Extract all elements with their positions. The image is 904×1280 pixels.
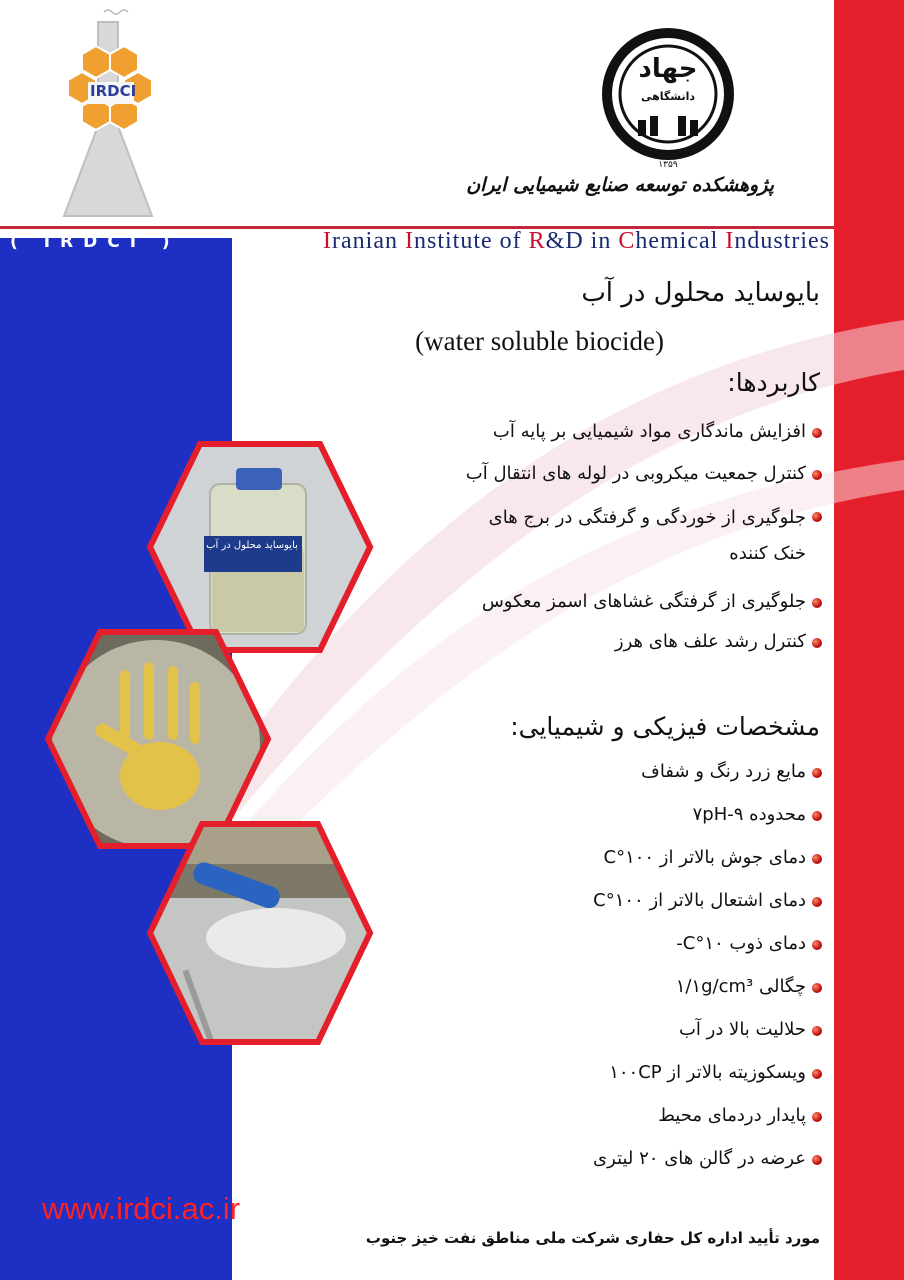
bullet-dot-icon xyxy=(812,983,822,993)
property-item: دمای جوش بالاتر از ۱۰۰°C xyxy=(546,842,806,874)
property-item: دمای اشتعال بالاتر از ۱۰۰°C xyxy=(546,885,806,917)
bullet-dot-icon xyxy=(812,512,822,522)
water-pump-photo xyxy=(146,818,374,1048)
application-item: جلوگیری از خوردگی و گرفتگی در برج های خنک کننده xyxy=(456,500,806,572)
property-item: چگالی ۱/۱g/cm³ xyxy=(546,971,806,1003)
application-item: کنترل جمعیت میکروبی در لوله های انتقال آب xyxy=(386,458,806,490)
institute-name-en-text: Iranian Institute of R&D in Chemical Industries xyxy=(323,228,830,254)
bullet-dot-icon xyxy=(812,811,822,821)
jahad-word: جهاد xyxy=(638,54,698,84)
property-item: دمای ذوب ۱۰°C- xyxy=(546,928,806,960)
irdci-logo xyxy=(52,6,162,220)
bullet-dot-icon xyxy=(812,428,822,438)
property-item: پایدار دردمای محیط xyxy=(546,1100,806,1132)
bullet-dot-icon xyxy=(812,768,822,778)
institute-name-en xyxy=(238,228,830,255)
website-link[interactable]: www.irdci.ac.ir xyxy=(42,1191,241,1226)
application-item: کنترل رشد علف های هرز xyxy=(386,626,806,658)
bottle-label: بایوساید محلول در آب xyxy=(206,540,298,551)
properties-heading: مشخصات فیزیکی و شیمیایی: xyxy=(510,712,820,741)
product-title-en: (water soluble biocide) xyxy=(415,326,664,356)
institute-name-fa: پژوهشکده توسعه صنایع شیمیایی ایران xyxy=(466,174,774,196)
bullet-dot-icon xyxy=(812,1112,822,1122)
bullet-dot-icon xyxy=(812,940,822,950)
bullet-dot-icon xyxy=(812,1026,822,1036)
jahad-year: ۱۳۵۹ xyxy=(658,160,678,170)
bullet-dot-icon xyxy=(812,854,822,864)
jahad-subword: دانشگاهی xyxy=(640,90,696,103)
bullet-dot-icon xyxy=(812,598,822,608)
bullet-dot-icon xyxy=(812,1069,822,1079)
application-item: افزایش ماندگاری مواد شیمیایی بر پایه آب xyxy=(386,416,806,448)
irdci-logo-text: IRDCI xyxy=(90,82,137,100)
irdci-short-label: ( IRDCI ) xyxy=(10,232,180,252)
product-title-fa: بایوساید محلول در آب xyxy=(581,278,820,308)
bullet-dot-icon xyxy=(812,897,822,907)
bullet-dot-icon xyxy=(812,1155,822,1165)
application-item: جلوگیری از گرفتگی غشاهای اسمز معکوس xyxy=(386,586,806,618)
approval-note: مورد تأیید اداره کل حفاری شرکت ملی مناطق نفت خیز جنوب xyxy=(365,1229,820,1247)
property-item: محدوده ۷pH-۹ xyxy=(546,799,806,831)
bullet-dot-icon xyxy=(812,638,822,648)
property-item: حلالیت بالا در آب xyxy=(546,1014,806,1046)
bullet-dot-icon xyxy=(812,470,822,480)
property-item: عرضه در گالن های ۲۰ لیتری xyxy=(546,1143,806,1175)
property-item: ویسکوزیته بالاتر از ۱۰۰CP xyxy=(546,1057,806,1089)
property-item: مایع زرد رنگ و شفاف xyxy=(546,756,806,788)
applications-heading: کاربردها: xyxy=(727,368,820,397)
